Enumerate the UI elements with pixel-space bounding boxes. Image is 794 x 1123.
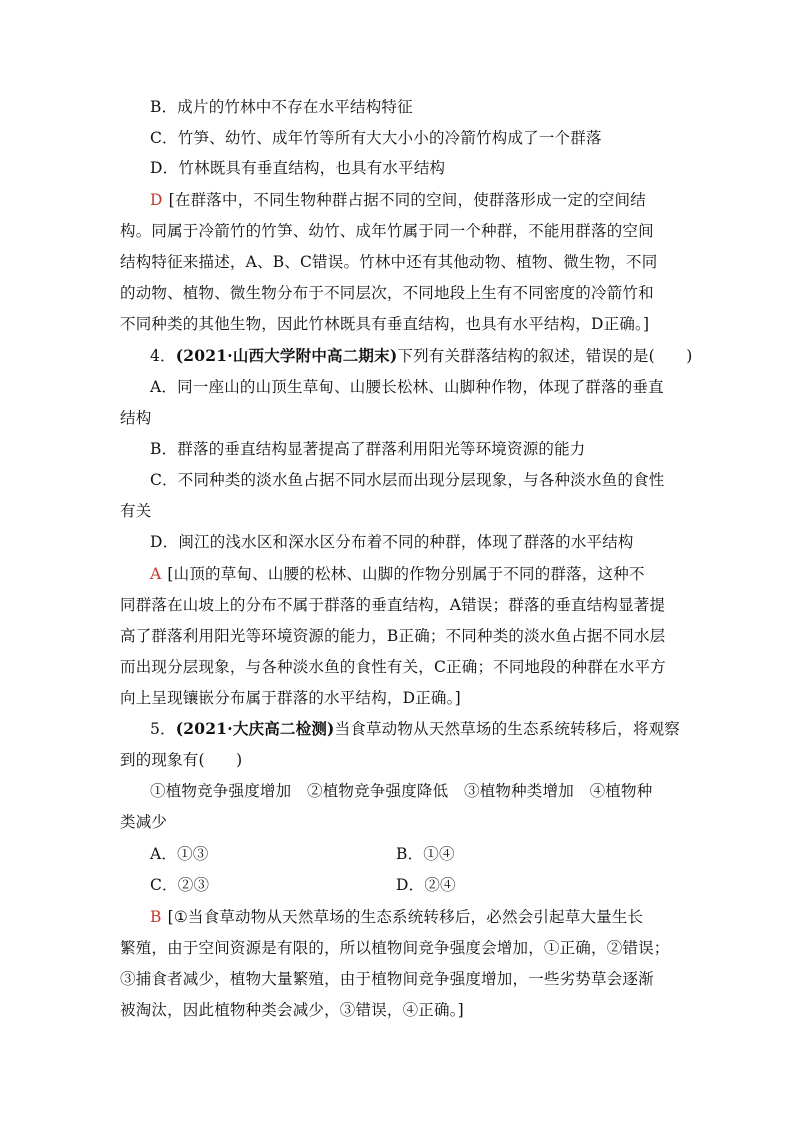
q4-number: 4． <box>150 347 176 365</box>
q5-explanation-line-3: ③捕食者减少，植物大量繁殖，由于植物间竞争强度增加，一些劣势草会逐渐 <box>120 970 654 988</box>
q4-explanation-line-2: 同群落在山坡上的分布不属于群落的垂直结构，A错误；群落的垂直结构显著提 <box>120 596 666 614</box>
q5-option-a: A．①③ <box>150 845 209 863</box>
q4-explanation-line-3: 高了群落利用阳光等环境资源的能力，B正确；不同种类的淡水鱼占据不同水层 <box>120 627 666 645</box>
q5-items-cont: 类减少 <box>120 813 168 831</box>
q3-option-d: D．竹林既具有垂直结构，也具有水平结构 <box>150 159 446 177</box>
q4-answer: A <box>150 565 162 583</box>
q5-option-b: B．①④ <box>396 845 455 863</box>
q3-option-c: C．竹笋、幼竹、成年竹等所有大大小小的冷箭竹构成了一个群落 <box>150 129 602 147</box>
q5-option-d: D．②④ <box>396 876 456 894</box>
q5-explanation-line-2: 繁殖，由于空间资源是有限的，所以植物间竞争强度会增加，①正确，②错误； <box>120 939 670 957</box>
q4-option-c: C．不同种类的淡水鱼占据不同水层而出现分层现象，与各种淡水鱼的食性 <box>150 471 665 489</box>
q5-answer: B <box>150 908 162 926</box>
q5-explanation-line-4: 被淘汰，因此植物种类会减少，③错误，④正确。] <box>120 1001 464 1019</box>
q4-option-a: A．同一座山的山顶生草甸、山腰长松林、山脚种作物，体现了群落的垂直 <box>150 378 664 396</box>
q5-option-c: C．②③ <box>150 876 210 894</box>
q5-stem-cont: 到的现象有( ) <box>120 751 243 769</box>
q4-explanation-line-4: 而出现分层现象，与各种淡水鱼的食性有关，C正确；不同地段的种群在水平方 <box>120 658 666 676</box>
q3-explanation-line-5: 不同种类的其他生物，因此竹林既具有垂直结构，也具有水平结构，D正确。] <box>120 315 650 333</box>
q4-explanation-line-1: A [山顶的草甸、山腰的松林、山脚的作物分别属于不同的群落，这种不 <box>150 565 645 583</box>
q3-answer: D <box>150 191 163 209</box>
q3-explanation-line-2: 构。同属于冷箭竹的竹笋、幼竹、成年竹属于同一个种群，不能用群落的空间 <box>120 222 654 240</box>
q5-items: ①植物竞争强度增加 ②植物竞争强度降低 ③植物种类增加 ④植物种 <box>150 782 653 800</box>
q5-number: 5． <box>150 720 176 738</box>
q4-stem <box>150 346 710 366</box>
q3-option-b: B．成片的竹林中不存在水平结构特征 <box>150 98 413 116</box>
q5-stem <box>150 719 710 739</box>
q4-option-a-cont: 结构 <box>120 409 152 427</box>
q4-source: (2021·山西大学附中高二期末) <box>175 346 398 365</box>
q5-question: 当食草动物从天然草场的生态系统转移后，将观察 <box>334 720 680 738</box>
q5-source: (2021·大庆高二检测) <box>175 719 335 738</box>
q4-option-c-cont: 有关 <box>120 502 152 520</box>
q3-explanation-line-3: 结构特征来描述，A、B、C错误。竹林中还有其他动物、植物、微生物，不同 <box>120 253 658 271</box>
q4-question: 下列有关群落结构的叙述，错误的是( ) <box>397 347 693 365</box>
q4-explanation-line-5: 向上呈现镶嵌分布属于群落的水平结构，D正确。] <box>120 689 461 707</box>
q4-option-b: B．群落的垂直结构显著提高了群落利用阳光等环境资源的能力 <box>150 440 586 458</box>
q4-option-d: D．闽江的浅水区和深水区分布着不同的种群，体现了群落的水平结构 <box>150 533 634 551</box>
q5-explanation-line-1: B [①当食草动物从天然草场的生态系统转移后，必然会引起草大量生长 <box>150 908 644 926</box>
q3-explanation-line-1: D [在群落中，不同生物种群占据不同的空间，使群落形成一定的空间结 <box>150 191 646 209</box>
q3-explanation-line-4: 的动物、植物、微生物分布于不同层次，不同地段上生有不同密度的冷箭竹和 <box>120 284 654 302</box>
